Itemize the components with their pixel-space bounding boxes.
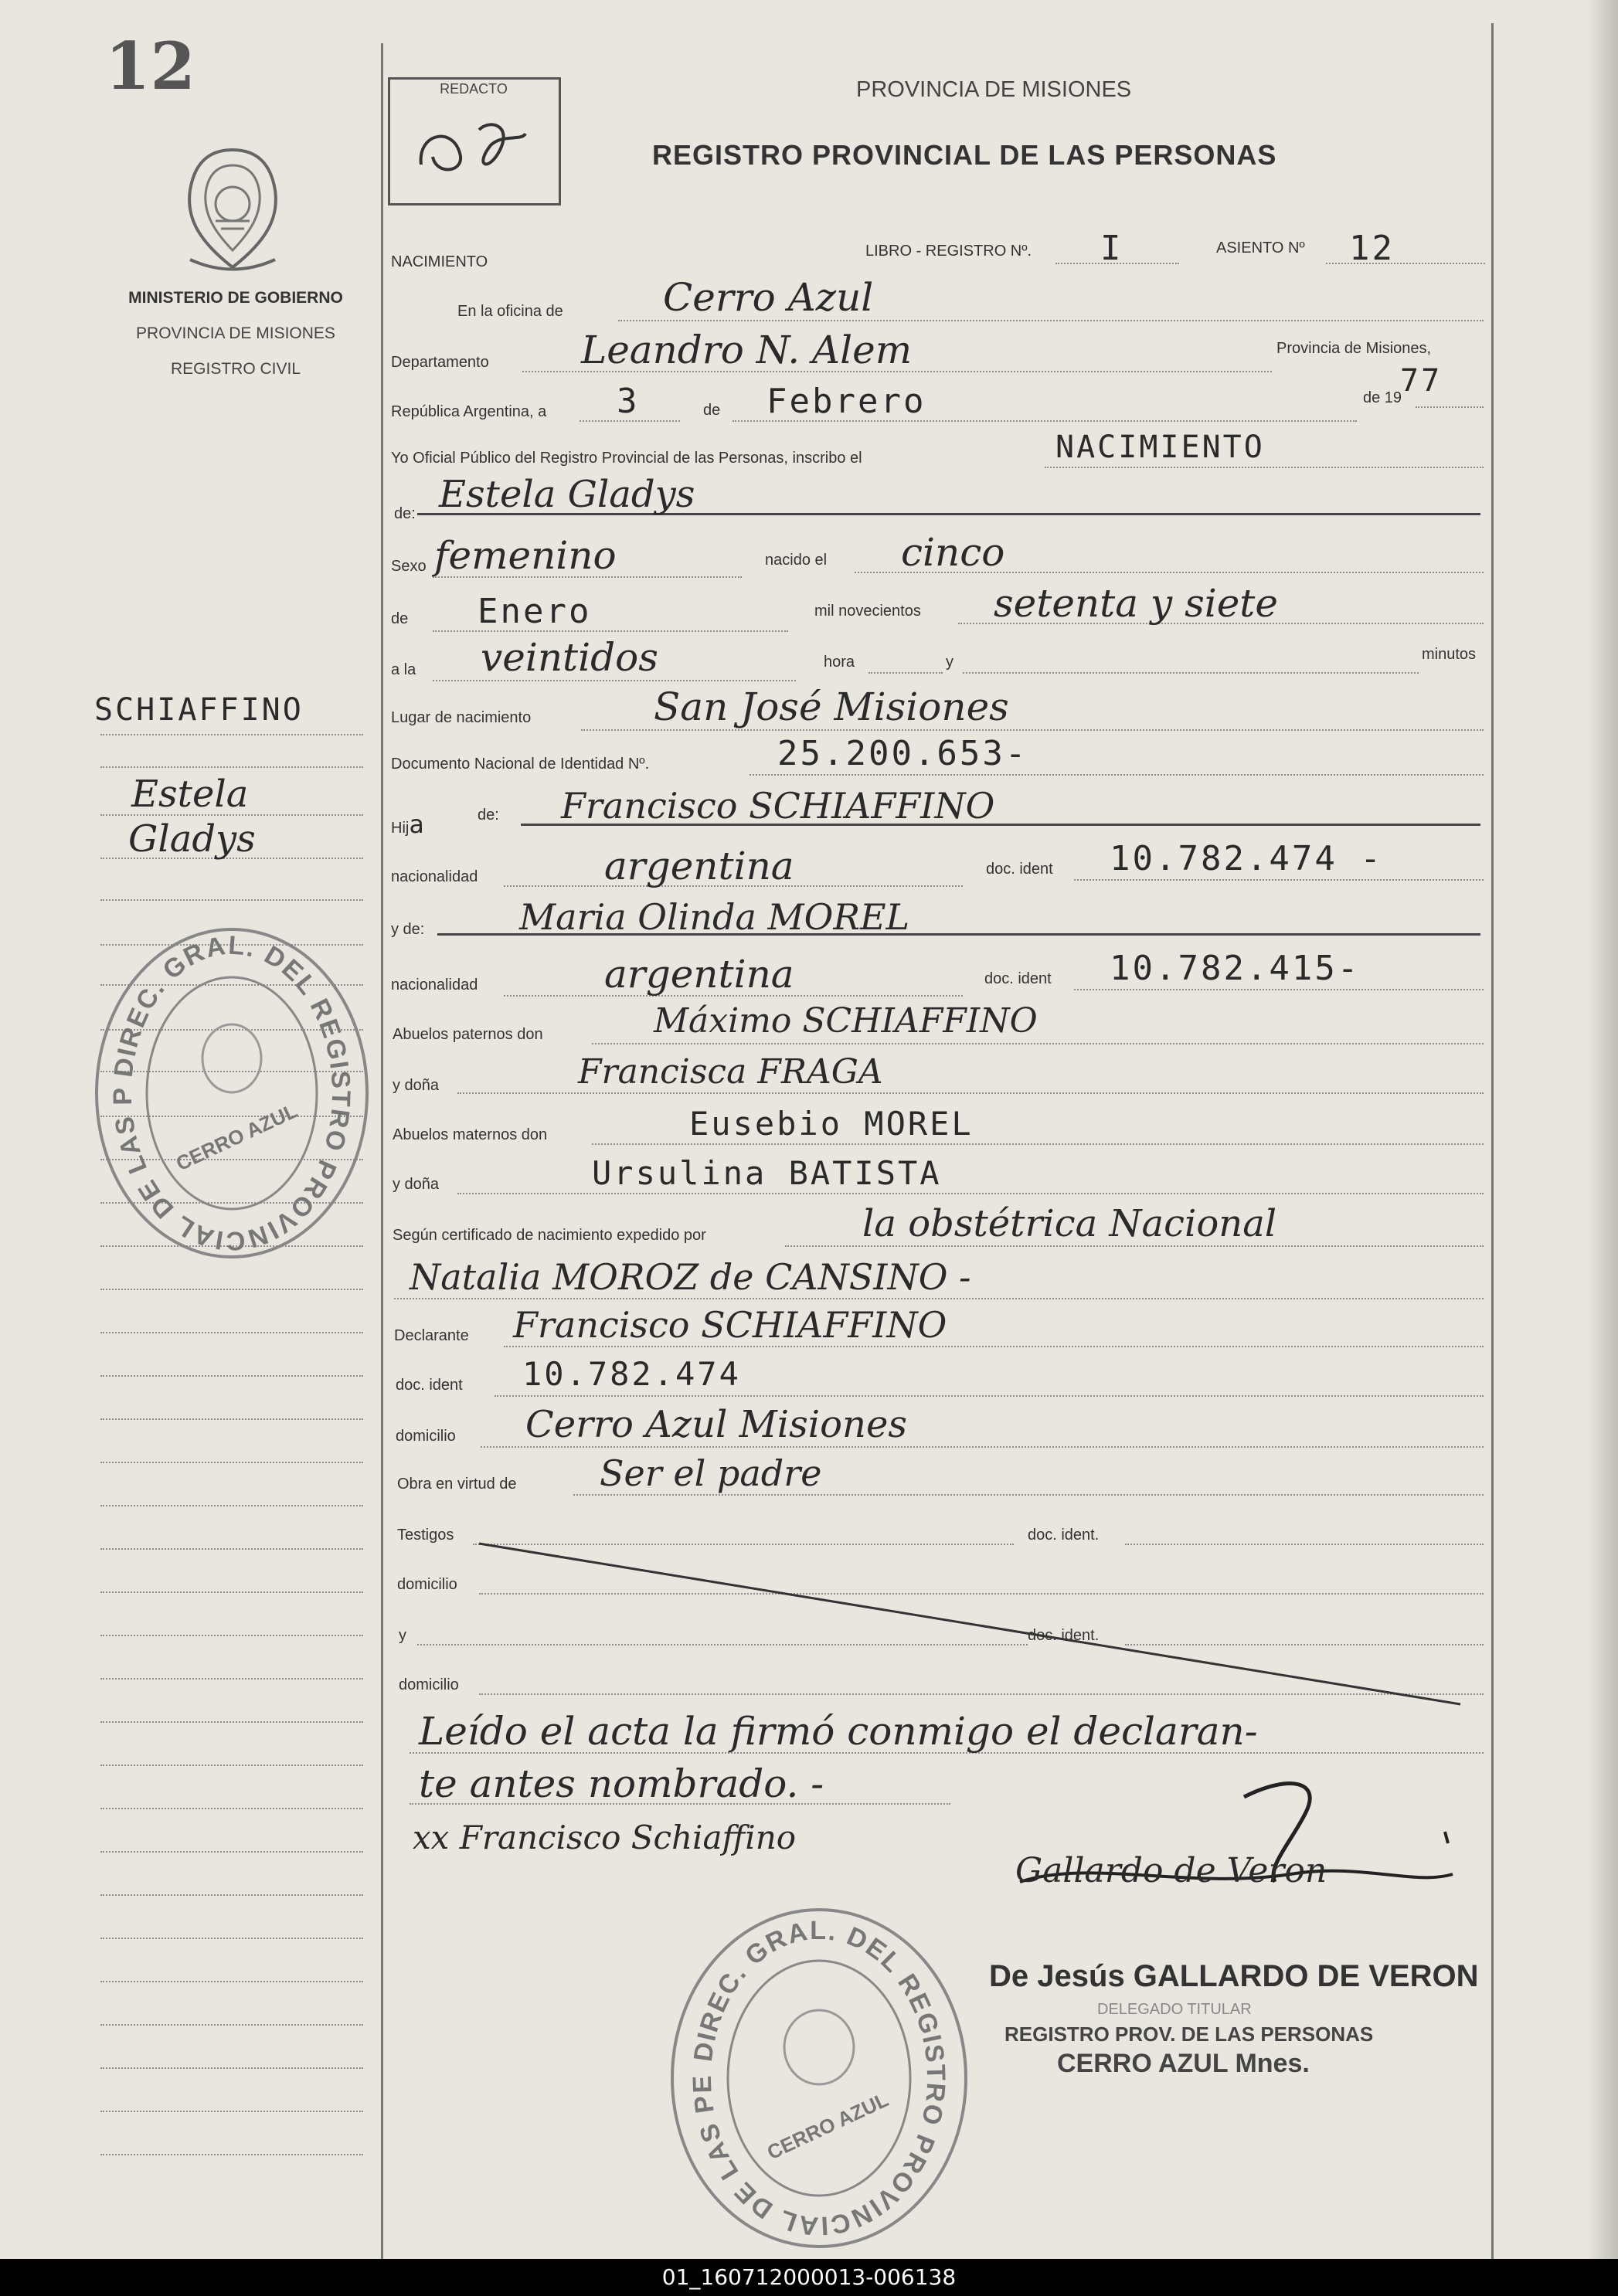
domicilio-testigo-1-label: domicilio xyxy=(397,1576,457,1593)
libro-value: I xyxy=(1100,229,1123,268)
registry-seal-left xyxy=(85,919,379,1271)
acto-value: NACIMIENTO xyxy=(1055,430,1265,465)
abuelos-paternos-label: Abuelos paternos don xyxy=(393,1026,543,1043)
doc-declarante-label: doc. ident xyxy=(396,1377,463,1394)
redacto-label: REDACTO xyxy=(427,81,520,97)
doc-madre-value: 10.782.415- xyxy=(1110,949,1361,988)
official-signature: Gallardo de Veron xyxy=(1015,1851,1327,1890)
cancel-strike-line xyxy=(464,1537,1468,1715)
seal-bottom-center-text: CERRO AZUL xyxy=(763,2087,892,2165)
a-la-label: a la xyxy=(391,661,416,678)
domicilio-value: Cerro Azul Misiones xyxy=(525,1403,907,1446)
lugar-label: Lugar de nacimiento xyxy=(391,709,532,726)
declarante-value: Francisco SCHIAFFINO xyxy=(513,1304,947,1346)
de-anio-label: de 19 xyxy=(1363,389,1402,406)
padre-value: Francisco SCHIAFFINO xyxy=(561,785,995,827)
hij-label: Hija xyxy=(391,810,427,839)
nombre-value: Estela Gladys xyxy=(439,473,695,516)
y-testigo-label: y xyxy=(399,1627,406,1644)
dni-value: 25.200.653- xyxy=(777,734,1028,773)
abuela-paterna-value: Francisca FRAGA xyxy=(578,1052,883,1092)
republica-label: República Argentina, a xyxy=(391,403,547,420)
anio-value: 77 xyxy=(1400,363,1443,399)
testigos-label: Testigos xyxy=(397,1527,454,1544)
segun-value-2: Natalia MOROZ de CANSINO - xyxy=(410,1256,971,1298)
seal-center-text: CERRO AZUL xyxy=(172,1099,301,1176)
y-label: y xyxy=(946,654,953,671)
dia-value: 3 xyxy=(617,382,640,421)
sexo-value: femenino xyxy=(434,533,617,578)
closing-line-1: Leído el acta la firmó conmigo el declaran- xyxy=(419,1709,1258,1754)
libro-label: LIBRO - REGISTRO Nº. xyxy=(865,243,1032,260)
margin-name-1: Estela xyxy=(131,773,249,816)
closing-line-2: te antes nombrado. - xyxy=(419,1761,824,1806)
abuela-materna-label: y doña xyxy=(393,1176,440,1193)
margin-surname: SCHIAFFINO xyxy=(94,692,304,728)
svg-text:DIREC. GRAL. DEL REGISTRO PROV xyxy=(657,1900,950,2241)
asiento-value: 12 xyxy=(1349,229,1395,268)
madre-value: Maria Olinda MOREL xyxy=(519,896,910,938)
mil-novecientos-label: mil novecientos xyxy=(814,603,921,620)
nacido-mes-value: Enero xyxy=(478,592,592,631)
page-number: 12 xyxy=(105,28,195,104)
doc-declarante-value: 10.782.474 xyxy=(522,1355,741,1393)
oficina-label: En la oficina de xyxy=(457,303,563,320)
sexo-label: Sexo xyxy=(391,558,427,575)
minutos-label: minutos xyxy=(1422,646,1477,663)
declarante-signature: xx Francisco Schiaffino xyxy=(413,1819,797,1856)
segun-certificado-label: Según certificado de nacimiento expedido por xyxy=(393,1227,706,1244)
svg-text:DIREC. GRAL. DEL REGISTRO PROV xyxy=(85,919,355,1255)
abuelos-maternos-label: Abuelos maternos don xyxy=(393,1126,548,1143)
province-label: PROVINCIA DE MISIONES xyxy=(136,324,335,342)
abuela-materna-value: Ursulina BATISTA xyxy=(592,1154,942,1192)
lugar-value: San José Misiones xyxy=(654,684,1009,729)
ministry-label: MINISTERIO DE GOBIERNO xyxy=(128,289,343,307)
stamp-line-4: CERRO AZUL Mnes. xyxy=(1057,2049,1310,2078)
abuelo-paterno-value: Máximo SCHIAFFINO xyxy=(654,1001,1038,1041)
hora-value: veintidos xyxy=(481,635,658,680)
hij-suffix: a xyxy=(409,810,427,839)
doc-padre-label: doc. ident xyxy=(986,861,1053,878)
yo-oficial-label: Yo Oficial Público del Registro Provincial de las Personas, inscribo el xyxy=(391,450,862,467)
doc-testigo-2-label: doc. ident. xyxy=(1028,1627,1100,1644)
departamento-label: Departamento xyxy=(391,354,489,371)
domicilio-testigo-2-label: domicilio xyxy=(399,1676,459,1693)
stamp-line-2: DELEGADO TITULAR xyxy=(1097,2001,1252,2018)
stamp-line-1: De Jesús GALLARDO DE VERON xyxy=(989,1959,1479,1993)
nacionalidad-madre-value: argentina xyxy=(604,952,794,997)
province-header: PROVINCIA DE MISIONES xyxy=(856,77,1132,102)
scan-id-footer: 01_160712000013-006138 xyxy=(0,2259,1618,2296)
doc-madre-label: doc. ident xyxy=(984,970,1052,987)
documento-label: Documento Nacional de Identidad Nº. xyxy=(391,756,650,773)
nacionalidad-padre-label: nacionalidad xyxy=(391,868,478,885)
nacido-anio-value: setenta y siete xyxy=(994,581,1278,626)
document-title: REGISTRO PROVINCIAL DE LAS PERSONAS xyxy=(652,139,1277,171)
provincia-label: Provincia de Misiones, xyxy=(1276,340,1432,357)
abuelo-materno-value: Eusebio MOREL xyxy=(689,1105,974,1143)
declarante-label: Declarante xyxy=(394,1327,469,1344)
departamento-value: Leandro N. Alem xyxy=(581,328,913,372)
seal-bottom-ring-text: DIREC. GRAL. DEL REGISTRO PROVINCIAL DE LAS PE xyxy=(687,1915,951,2241)
redacto-box xyxy=(388,77,561,205)
nacimiento-section-label: NACIMIENTO xyxy=(391,253,488,270)
nacionalidad-madre-label: nacionalidad xyxy=(391,976,478,993)
de-padre-label: de: xyxy=(478,807,499,824)
de-nombre-label: de: xyxy=(394,505,416,522)
doc-padre-value: 10.782.474 - xyxy=(1110,839,1383,878)
asiento-label: ASIENTO Nº xyxy=(1216,239,1305,256)
coat-of-arms-icon xyxy=(175,144,291,275)
mes-value: Febrero xyxy=(767,382,926,421)
nacionalidad-padre-value: argentina xyxy=(604,844,794,888)
domicilio-label: domicilio xyxy=(396,1428,456,1445)
stamp-line-3: REGISTRO PROV. DE LAS PERSONAS xyxy=(1004,2023,1374,2046)
y-de-madre-label: y de: xyxy=(391,921,425,938)
civil-registry-label: REGISTRO CIVIL xyxy=(170,360,301,378)
de-label: de xyxy=(703,402,721,419)
abuela-paterna-label: y doña xyxy=(393,1077,440,1094)
seal-ring-text: DIREC. GRAL. DEL REGISTRO PROVINCIAL DE LAS P xyxy=(107,930,356,1256)
obra-value: Ser el padre xyxy=(600,1452,822,1494)
segun-value-1: la obstétrica Nacional xyxy=(862,1202,1277,1245)
doc-testigo-1-label: doc. ident. xyxy=(1028,1527,1100,1544)
nacido-label: nacido el xyxy=(765,552,828,569)
margin-name-2: Gladys xyxy=(128,817,256,861)
obra-label: Obra en virtud de xyxy=(397,1476,517,1493)
hora-label: hora xyxy=(824,654,855,671)
redacto-initials-icon xyxy=(406,110,537,188)
de-mes-label: de xyxy=(391,610,409,627)
oficina-value: Cerro Azul xyxy=(663,275,874,320)
registry-seal-bottom xyxy=(657,1900,981,2259)
nacido-value: cinco xyxy=(901,530,1005,575)
official-signature-icon xyxy=(997,1766,1476,1921)
